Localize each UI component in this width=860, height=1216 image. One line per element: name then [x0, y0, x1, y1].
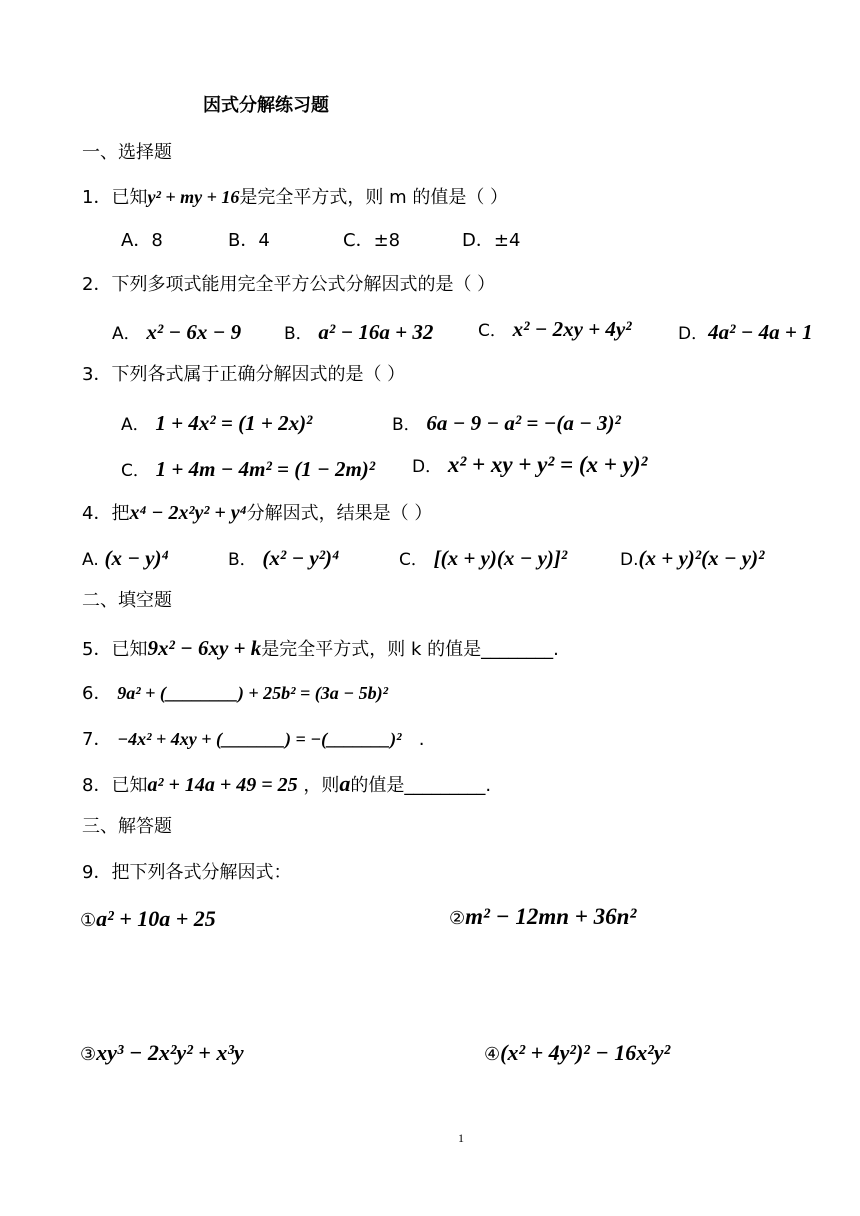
option-label: D. — [620, 550, 639, 570]
question-3 — [82, 363, 405, 387]
option-c: C．±8 — [343, 230, 401, 251]
option-label: B． — [228, 550, 257, 570]
math-expression: 6a − 9 − a² = −(a − 3)² — [426, 411, 621, 435]
option-d: D．±4 — [462, 230, 521, 251]
page-number: 1 — [458, 1131, 464, 1145]
option-label: B． — [392, 415, 421, 435]
question-number: 5． — [82, 639, 112, 660]
option-label: B． — [284, 324, 313, 344]
question-text: 的值是_________. — [350, 775, 492, 796]
math-variable: a — [339, 771, 351, 796]
math-expression: 9a² + (________) + 25b² = (3a − 5b)² — [117, 683, 389, 703]
option-b: B．4 — [228, 230, 270, 251]
math-expression: y² + my + 16 — [147, 187, 240, 207]
option-a — [121, 410, 312, 438]
option-label: A． — [112, 324, 141, 344]
math-expression: (x² − y²)⁴ — [262, 546, 340, 570]
option-label: A． — [121, 415, 150, 435]
option-label: A. — [82, 550, 99, 570]
question-text: ，则 — [303, 775, 340, 796]
question-number: 2． — [82, 274, 112, 295]
math-expression: [(x + y)(x − y)]² — [433, 546, 568, 570]
option-d — [620, 545, 764, 573]
option-label: C． — [121, 461, 150, 481]
math-expression: (x² + 4y²)² − 16x²y² — [500, 1040, 671, 1065]
option-a — [112, 319, 241, 347]
question-7 — [82, 727, 424, 752]
option-label: D． — [412, 457, 443, 477]
question-number: 8． — [82, 775, 112, 796]
item-mark: ② — [449, 908, 466, 929]
question-text: 下列多项式能用完全平方公式分解因式的是（ ） — [111, 274, 496, 295]
math-expression: 1 + 4x² = (1 + 2x)² — [155, 411, 313, 435]
option-c — [121, 456, 375, 484]
question-number: 7． — [82, 729, 112, 750]
option-d — [678, 319, 813, 347]
math-expression: 9x² − 6xy + k — [147, 636, 262, 660]
option-b — [284, 319, 433, 347]
math-expression: 1 + 4m − 4m² = (1 − 2m)² — [155, 457, 376, 481]
option-b — [392, 410, 621, 438]
question-5 — [82, 636, 559, 662]
item-mark: ① — [80, 910, 97, 931]
question-text: 分解因式，结果是（ ） — [246, 503, 433, 524]
math-expression: a² + 14a + 49 = 25 — [147, 774, 298, 796]
section-fill-heading: 二、填空题 — [82, 590, 172, 611]
option-c — [399, 545, 567, 573]
question-text: . — [418, 729, 425, 750]
option-label: C． — [478, 321, 507, 341]
math-expression: m² − 12mn + 36n² — [465, 904, 637, 929]
question-number: 6． — [82, 683, 112, 704]
math-expression: x⁴ − 2x²y² + y⁴ — [129, 502, 247, 524]
question-text: 已知 — [111, 187, 148, 208]
question-number: 1． — [82, 187, 112, 208]
math-expression: (x + y)²(x − y)² — [638, 546, 765, 570]
question-number: 4． — [82, 503, 112, 524]
math-expression: (x − y)⁴ — [104, 546, 169, 570]
option-label: C． — [399, 550, 428, 570]
section-choice-heading: 一、选择题 — [82, 142, 172, 163]
question-text: 已知 — [111, 639, 148, 660]
option-a — [82, 545, 169, 573]
item-mark: ④ — [484, 1044, 501, 1065]
question-text: 把 — [111, 503, 130, 524]
question-4 — [82, 501, 432, 526]
sub-question-2 — [449, 904, 636, 932]
math-expression: 4a² − 4a + 1 — [708, 320, 813, 344]
question-6 — [82, 681, 388, 706]
math-expression: x² − 2xy + 4y² — [512, 317, 632, 341]
option-c — [478, 316, 632, 344]
question-2 — [82, 273, 495, 297]
question-9 — [82, 861, 291, 885]
question-text: 下列各式属于正确分解因式的是（ ） — [111, 364, 406, 385]
question-text: 是完全平方式，则 k 的值是________. — [261, 639, 559, 660]
math-expression: −4x² + 4xy + (_______) = −(_______)² — [117, 729, 402, 749]
question-1 — [82, 185, 508, 210]
sub-question-4 — [484, 1040, 670, 1068]
sub-question-3 — [80, 1040, 244, 1068]
option-label: D． — [678, 324, 709, 344]
option-d — [412, 452, 647, 480]
math-expression: x² − 6x − 9 — [146, 320, 242, 344]
sub-question-1 — [80, 906, 216, 934]
question-text: 已知 — [111, 775, 148, 796]
question-number: 9． — [82, 862, 112, 883]
item-mark: ③ — [80, 1044, 97, 1065]
option-a: A．8 — [121, 230, 163, 251]
math-expression: x² + xy + y² = (x + y)² — [447, 452, 648, 477]
question-number: 3． — [82, 364, 112, 385]
section-answer-heading: 三、解答题 — [82, 816, 172, 837]
math-expression: a² − 16a + 32 — [318, 320, 434, 344]
question-text: 是完全平方式，则 m 的值是（ ） — [239, 187, 509, 208]
math-expression: a² + 10a + 25 — [96, 906, 216, 931]
page-title: 因式分解练习题 — [203, 95, 329, 116]
option-b — [228, 545, 339, 573]
math-expression: xy³ − 2x²y² + x³y — [96, 1040, 244, 1065]
question-8 — [82, 772, 491, 798]
question-text: 把下列各式分解因式： — [111, 862, 292, 883]
